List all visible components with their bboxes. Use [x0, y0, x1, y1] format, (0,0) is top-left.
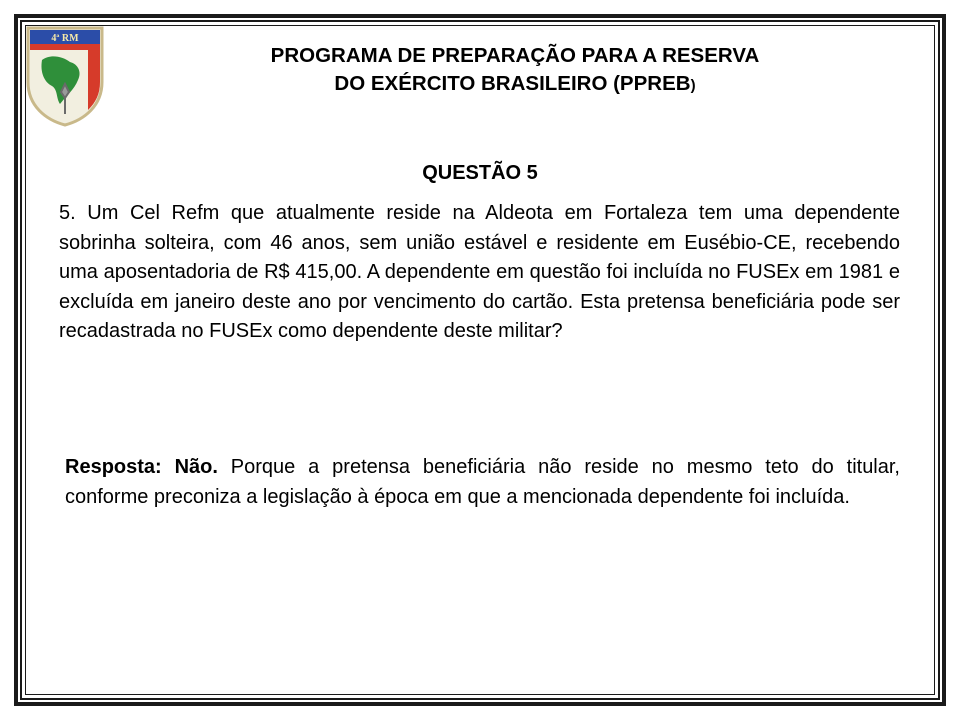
title-line-2-main: DO EXÉRCITO BRASILEIRO (PPREB — [334, 72, 691, 95]
regional-command-emblem — [22, 24, 108, 128]
answer-text: Porque a pretensa beneficiária não reside no mesmo teto do titular, conforme preconiza a legislação à época em que a mencionada dependente foi incluída. — [65, 456, 900, 508]
page-border-inner — [25, 25, 935, 695]
title-line-1: PROGRAMA DE PREPARAÇÃO PARA A RESERVA — [270, 44, 760, 67]
page-title — [190, 42, 840, 100]
title-line-2 — [190, 70, 840, 100]
question-text: 5. Um Cel Refm que atualmente reside na Aldeota em Fortaleza tem uma dependente sobrinha solteira, com 46 anos, sem união estável e residente em Eusébio-CE, recebendo uma aposentadoria de R$ 415,00. A dependente em questão foi incluída no FUSEx em 1981 e excluída em janeiro deste ano por vencimento do cartão. Esta pretensa beneficiária pode ser recadastrada no FUSEx como dependente deste militar? — [59, 202, 900, 343]
title-line-2-tail: ) — [690, 77, 696, 94]
shield-emblem-icon — [22, 24, 108, 128]
emblem-label: 4ª RM — [51, 33, 79, 44]
question-heading: QUESTÃO 5 — [422, 162, 538, 184]
answer-label: Resposta: Não. — [65, 456, 218, 478]
answer-paragraph — [65, 452, 900, 512]
